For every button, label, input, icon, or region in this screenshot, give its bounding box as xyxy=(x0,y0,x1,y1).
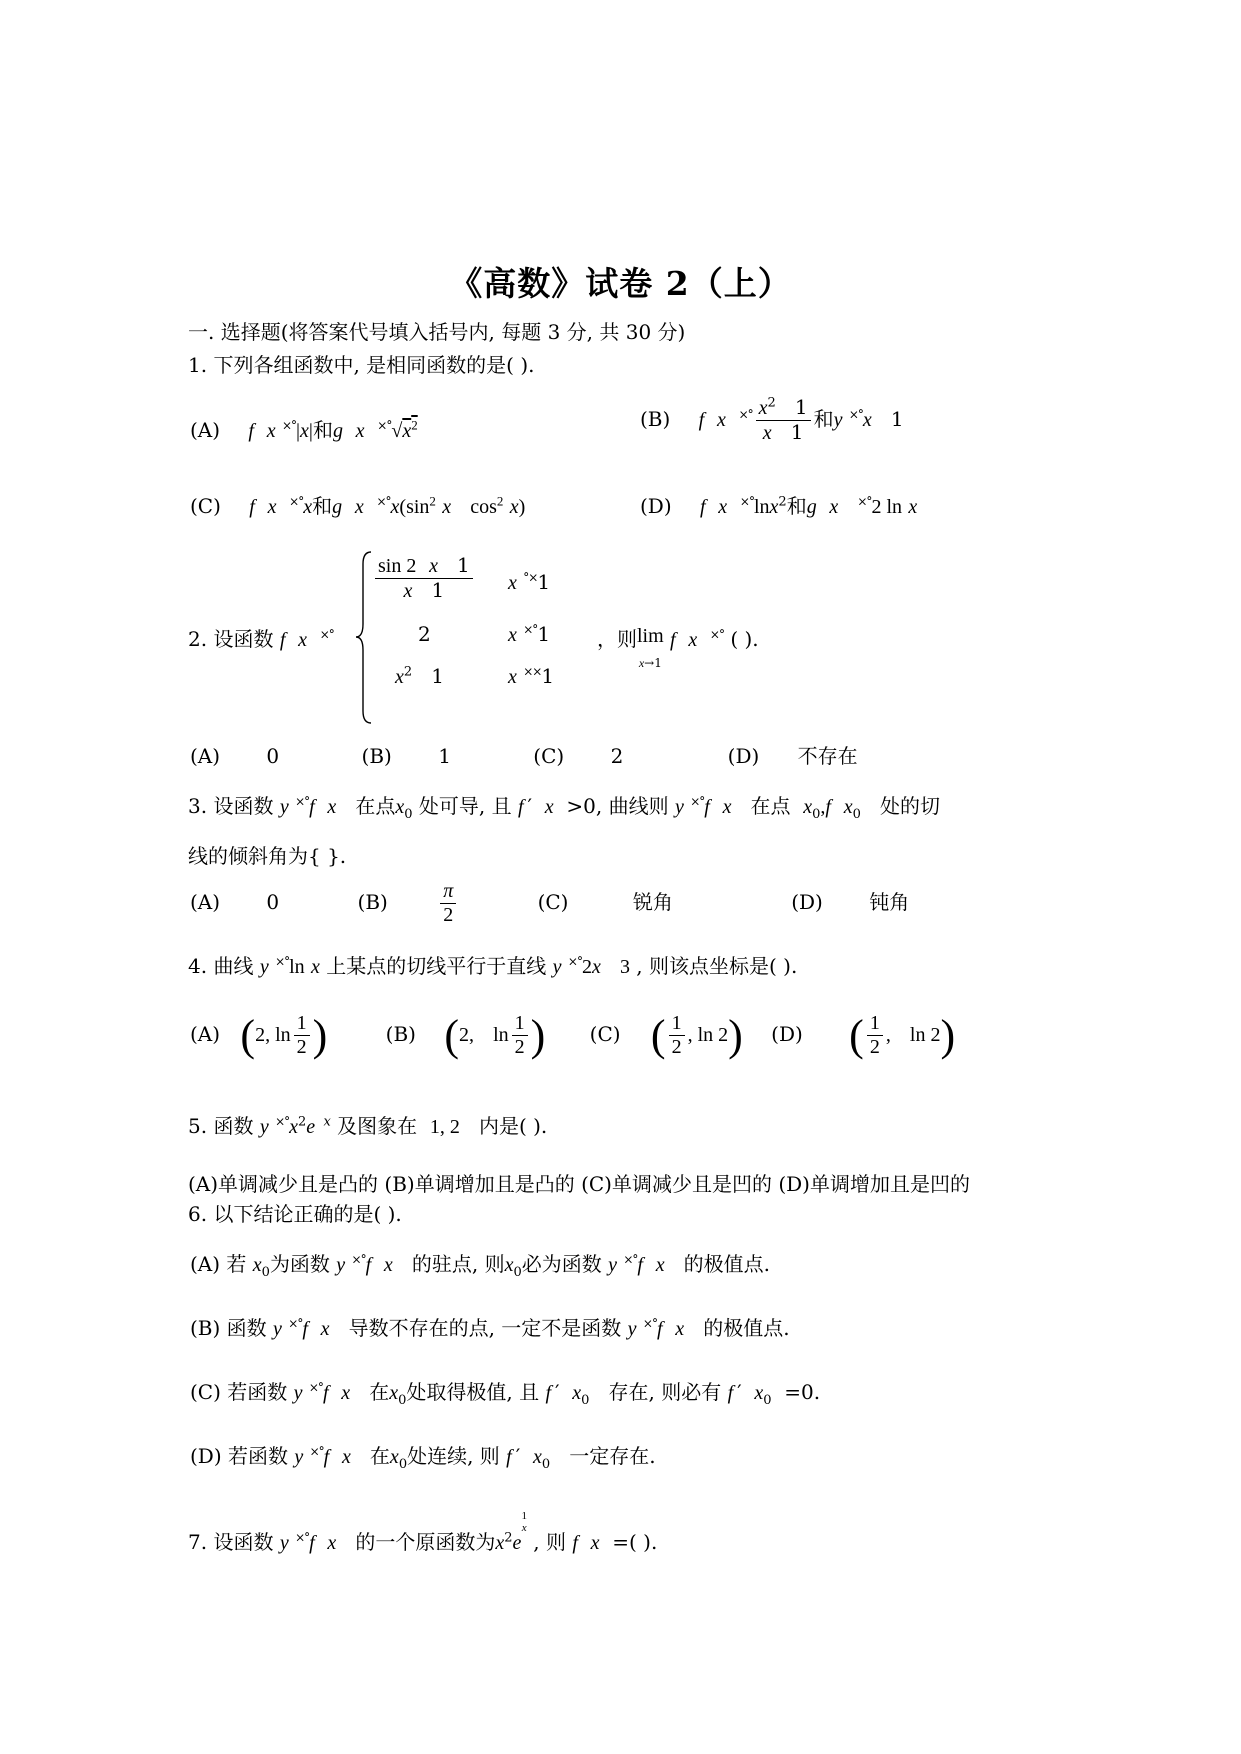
q6-option-d: (D) 若函数 y ×°f x 在$x_0$处连续, 则 f ′ $x_0$ 一定存在. xyxy=(190,1444,656,1472)
q2-options: (A) 0 (B) 1 (C) 2 (D) 不存在 xyxy=(190,744,858,768)
q1-option-c: (C) f x ×°x和g x $^{\times^\circ}x(\sin^2$ x $\cos^2 x$) xyxy=(190,493,526,518)
piece-2-cond: x ×°1 xyxy=(508,622,551,646)
he-text: 和 xyxy=(813,407,834,431)
section-heading: 一. 选择题(将答案代号填入括号内, 每题 3 分, 共 30 分) xyxy=(188,320,686,344)
option-label: (C) xyxy=(190,494,221,518)
q3-options: (A) 0 (B) $\frac{\pi}{2}$ (C) 锐角 (D) 钝角 xyxy=(190,880,910,926)
he-text: 和 xyxy=(786,494,807,518)
he-text: 和 xyxy=(312,418,333,442)
q6-option-c: (C) 若函数 y ×°f x 在$x_0$处取得极值, 且 f ′ $x_0$ 存在, 则必有 f ′ $x_0 =0$. xyxy=(190,1380,821,1408)
question-3-line-2: 线的倾斜角为{ }. xyxy=(188,844,347,868)
q1-option-a: (A) f x ×°|x|和g x $^{\times^\circ}√x^2$ xyxy=(190,417,418,442)
q6-option-a: (A) 若 $x_0$为函数 y ×°f x 的驻点, 则$x_0$必为函数 y ×°f x 的极值点. xyxy=(190,1252,771,1280)
q1-option-b: (B) f x ×° $\frac{x^2 1}{x 1}$ 和y ×°x 1 xyxy=(640,395,904,444)
q2-limit: ，则lim x→1 f x ×° ( ). xyxy=(597,625,759,670)
q6-option-b: (B) 函数 y ×°f x 导数不存在的点, 一定不是函数 y ×°f x 的极值点. xyxy=(190,1316,790,1340)
option-label: (B) xyxy=(640,407,671,431)
q4-options: (A) (2, ln $\frac{1}{2}$ ) (B) (2, ln $\frac{1}{2}$ ) (C) ( $\frac{1}{2}$ , ln 2) (D) ( $\frac{1}{2}$ , ln 2) xyxy=(190,1011,956,1060)
piece-2-expr: 2 xyxy=(418,622,431,646)
question-7-stem: 7. 设函数 y ×°f x 的一个原函数为$x^2e1$ x , 则 f x =( ). xyxy=(188,1510,658,1554)
question-3-line-1: 3. 设函数 y ×°f x 在点$x_0$ 处可导, 且 f ′ x >0, 曲线则 y ×°f x 在点 $x_0,f$ $x_0$ 处的切 xyxy=(188,794,940,822)
exam-title: 《高数》试卷 2（上） xyxy=(449,264,792,303)
question-4-stem: 4. 曲线 y ×°ln x 上某点的切线平行于直线 y ×°2x 3 , 则该点坐标是( ). xyxy=(188,954,798,978)
piece-3-expr: $x^2$ 1 xyxy=(395,664,444,688)
piecewise-brace xyxy=(355,550,373,725)
q5-options: (A)单调减少且是凸的 (B)单调增加且是凸的 (C)单调减少且是凹的 (D)单调增加且是凹的 xyxy=(188,1172,970,1196)
q2-lead: 2. 设函数 f x ×° xyxy=(188,627,334,651)
question-1-stem: 1. 下列各组函数中, 是相同函数的是( ). xyxy=(188,353,535,377)
q1-option-d: (D) f x ×°lnx$^2$和g x ×°2 ln x xyxy=(640,494,918,518)
option-label: (D) xyxy=(640,494,672,518)
piece-3-cond: x ××1 xyxy=(508,664,555,688)
question-6-stem: 6. 以下结论正确的是( ). xyxy=(188,1202,402,1226)
piece-1-expr: $\frac{\sin 2 x 1}{x 1}$ xyxy=(372,554,476,603)
question-5-stem: 5. 函数 y $^{\times^\circ}x^2e$ $^x$ 及图象在 1, 2 内是( ). xyxy=(188,1114,548,1138)
piece-1-cond: x °×1 xyxy=(508,570,551,594)
option-label: (A) xyxy=(190,418,221,442)
he-text: 和 xyxy=(312,494,333,518)
